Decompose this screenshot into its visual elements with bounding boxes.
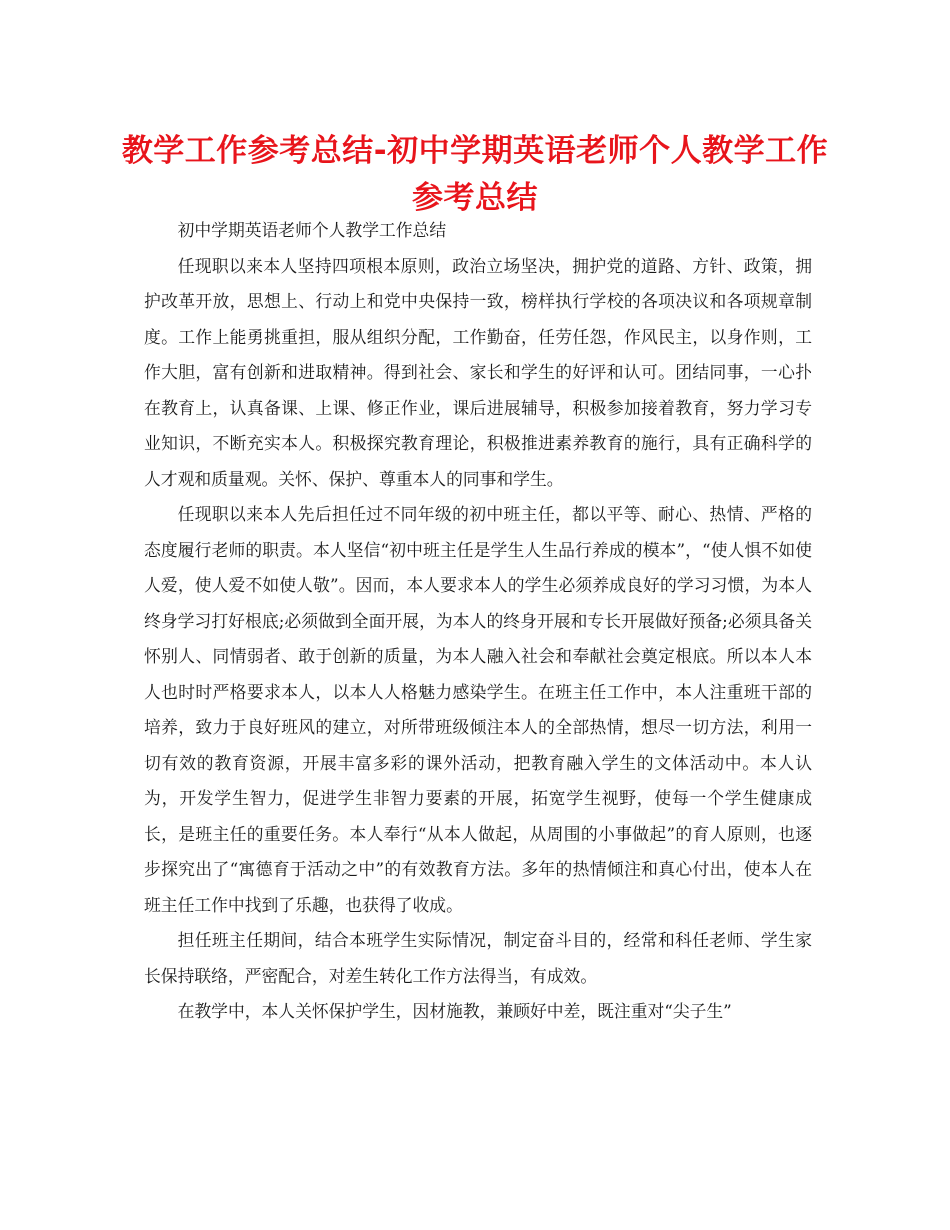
- paragraph: 任现职以来本人先后担任过不同年级的初中班主任，都以平等、耐心、热情、严格的态度履行老师的职责。本人坚信“初中班主任是学生人生品行养成的模本”，“使人惧不如使人爱，使人爱不如使人敬”。因而，本人要求本人的学生必须养成良好的学习习惯，为本人终身学习打好根底;必须做到全面开展，为本人的终身开展和专长开展做好预备;必须具备关怀别人、同情弱者、敢于创新的质量，为本人融入社会和奉献社会奠定根底。所以本人本人也时时严格要求本人，以本人人格魅力感染学生。在班主任工作中，本人注重班干部的培养，致力于良好班风的建立，对所带班级倾注本人的全部热情，想尽一切方法，利用一切有效的教育资源，开展丰富多彩的课外活动，把教育融入学生的文体活动中。本人认为，开发学生智力，促进学生非智力要素的开展，拓宽学生视野，使每一个学生健康成长，是班主任的重要任务。本人奉行“从本人做起，从周围的小事做起”的育人原则，也逐步探究出了“寓德育于活动之中”的有效教育方法。多年的热情倾注和真心付出，使本人在班主任工作中找到了乐趣，也获得了收成。: [144, 504, 812, 915]
- document-body: [144, 213, 812, 1030]
- paragraph: 担任班主任期间，结合本班学生实际情况，制定奋斗目的，经常和科任老师、学生家长保持联络，严密配合，对差生转化工作方法得当，有成效。: [144, 930, 812, 986]
- document-title: 教学工作参考总结-初中学期英语老师个人教学工作参考总结: [121, 133, 829, 216]
- paragraph: 在教学中，本人关怀保护学生，因材施教，兼顾好中差，既注重对“尖子生”: [177, 1001, 732, 1021]
- paragraph-subtitle: 初中学期英语老师个人教学工作总结: [177, 220, 447, 240]
- paragraph: 任现职以来本人坚持四项根本原则，政治立场坚决，拥护党的道路、方针、政策，拥护改革开放，思想上、行动上和党中央保持一致，榜样执行学校的各项决议和各项规章制度。工作上能勇挑重担，服从组织分配，工作勤奋，任劳任怨，作风民主，以身作则，工作大胆，富有创新和进取精神。得到社会、家长和学生的好评和认可。团结同事，一心扑在教育上，认真备课、上课、修正作业，课后进展辅导，积极参加接着教育，努力学习专业知识，不断充实本人。积极探究教育理论，积极推进素养教育的施行，具有正确科学的人才观和质量观。关怀、保护、尊重本人的同事和学生。: [144, 255, 812, 489]
